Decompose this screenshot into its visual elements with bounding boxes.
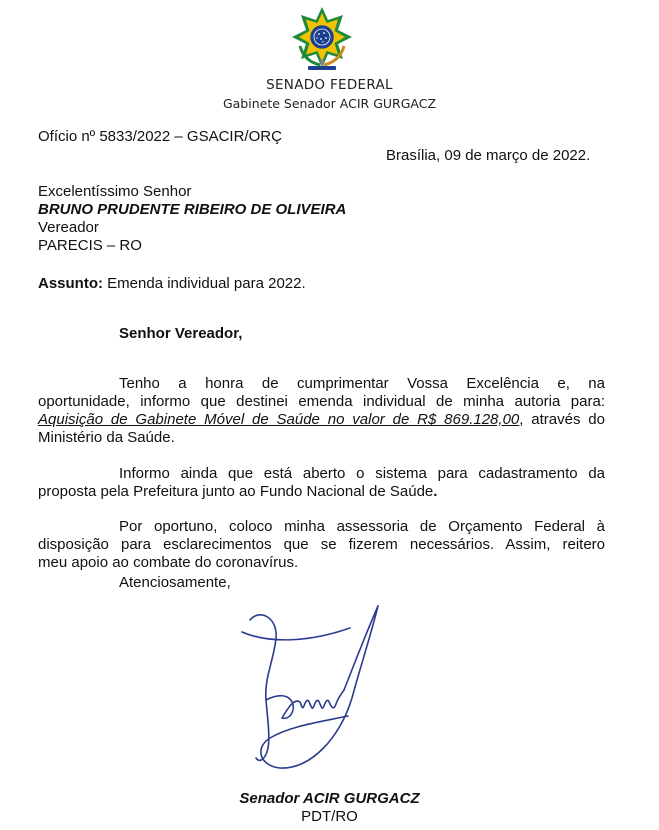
paragraph2-line2-text: proposta pela Prefeitura junto ao Fundo Nacional de Saúde — [38, 483, 434, 500]
paragraph2-line2 — [38, 483, 437, 501]
subject-line — [38, 275, 306, 293]
signatory-party: PDT/RO — [301, 808, 358, 825]
paragraph2-period: . — [433, 483, 438, 500]
paragraph3-line2: disposição para esclarecimentos que se fizerem necessários. Assim, reitero — [38, 536, 605, 553]
paragraph1-line4: Ministério da Saúde. — [38, 429, 175, 446]
handwritten-signature — [230, 598, 390, 790]
paragraph3-line3: meu apoio ao combate do coronavírus. — [38, 554, 299, 571]
paragraph1-line3-end: , através do — [519, 411, 605, 428]
institution-name: SENADO FEDERAL — [266, 77, 393, 93]
amendment-object: Aquisição de Gabinete Móvel de Saúde no valor de R$ 869.128,00 — [38, 411, 520, 428]
coat-of-arms-seal — [290, 6, 354, 72]
paragraph2-line1: Informo ainda que está aberto o sistema para cadastramento da — [119, 465, 605, 482]
letter-reference: Ofício nº 5833/2022 – GSACIR/ORÇ — [38, 128, 282, 145]
subject-label: Assunto: — [38, 275, 103, 292]
recipient-salutation: Excelentíssimo Senhor — [38, 183, 192, 200]
date-line: Brasília, 09 de março de 2022. — [386, 147, 591, 164]
subject-text: Emenda individual para 2022. — [107, 275, 306, 292]
recipient-role: Vereador — [38, 219, 99, 236]
paragraph3-line1: Por oportuno, coloco minha assessoria de Orçamento Federal à — [119, 518, 605, 535]
recipient-name: BRUNO PRUDENTE RIBEIRO DE OLIVEIRA — [38, 201, 347, 218]
signatory-name: Senador ACIR GURGACZ — [239, 790, 420, 807]
paragraph1-line1: Tenho a honra de cumprimentar Vossa Excelência e, na — [119, 375, 605, 392]
vocative: Senhor Vereador, — [119, 325, 243, 342]
paragraph1-line3 — [38, 411, 605, 429]
recipient-location: PARECIS – RO — [38, 237, 142, 254]
office-name: Gabinete Senador ACIR GURGACZ — [222, 96, 437, 111]
paragraph1-line2: oportunidade, informo que destinei emenda individual de minha autoria para: — [38, 393, 605, 410]
closing: Atenciosamente, — [119, 574, 231, 591]
